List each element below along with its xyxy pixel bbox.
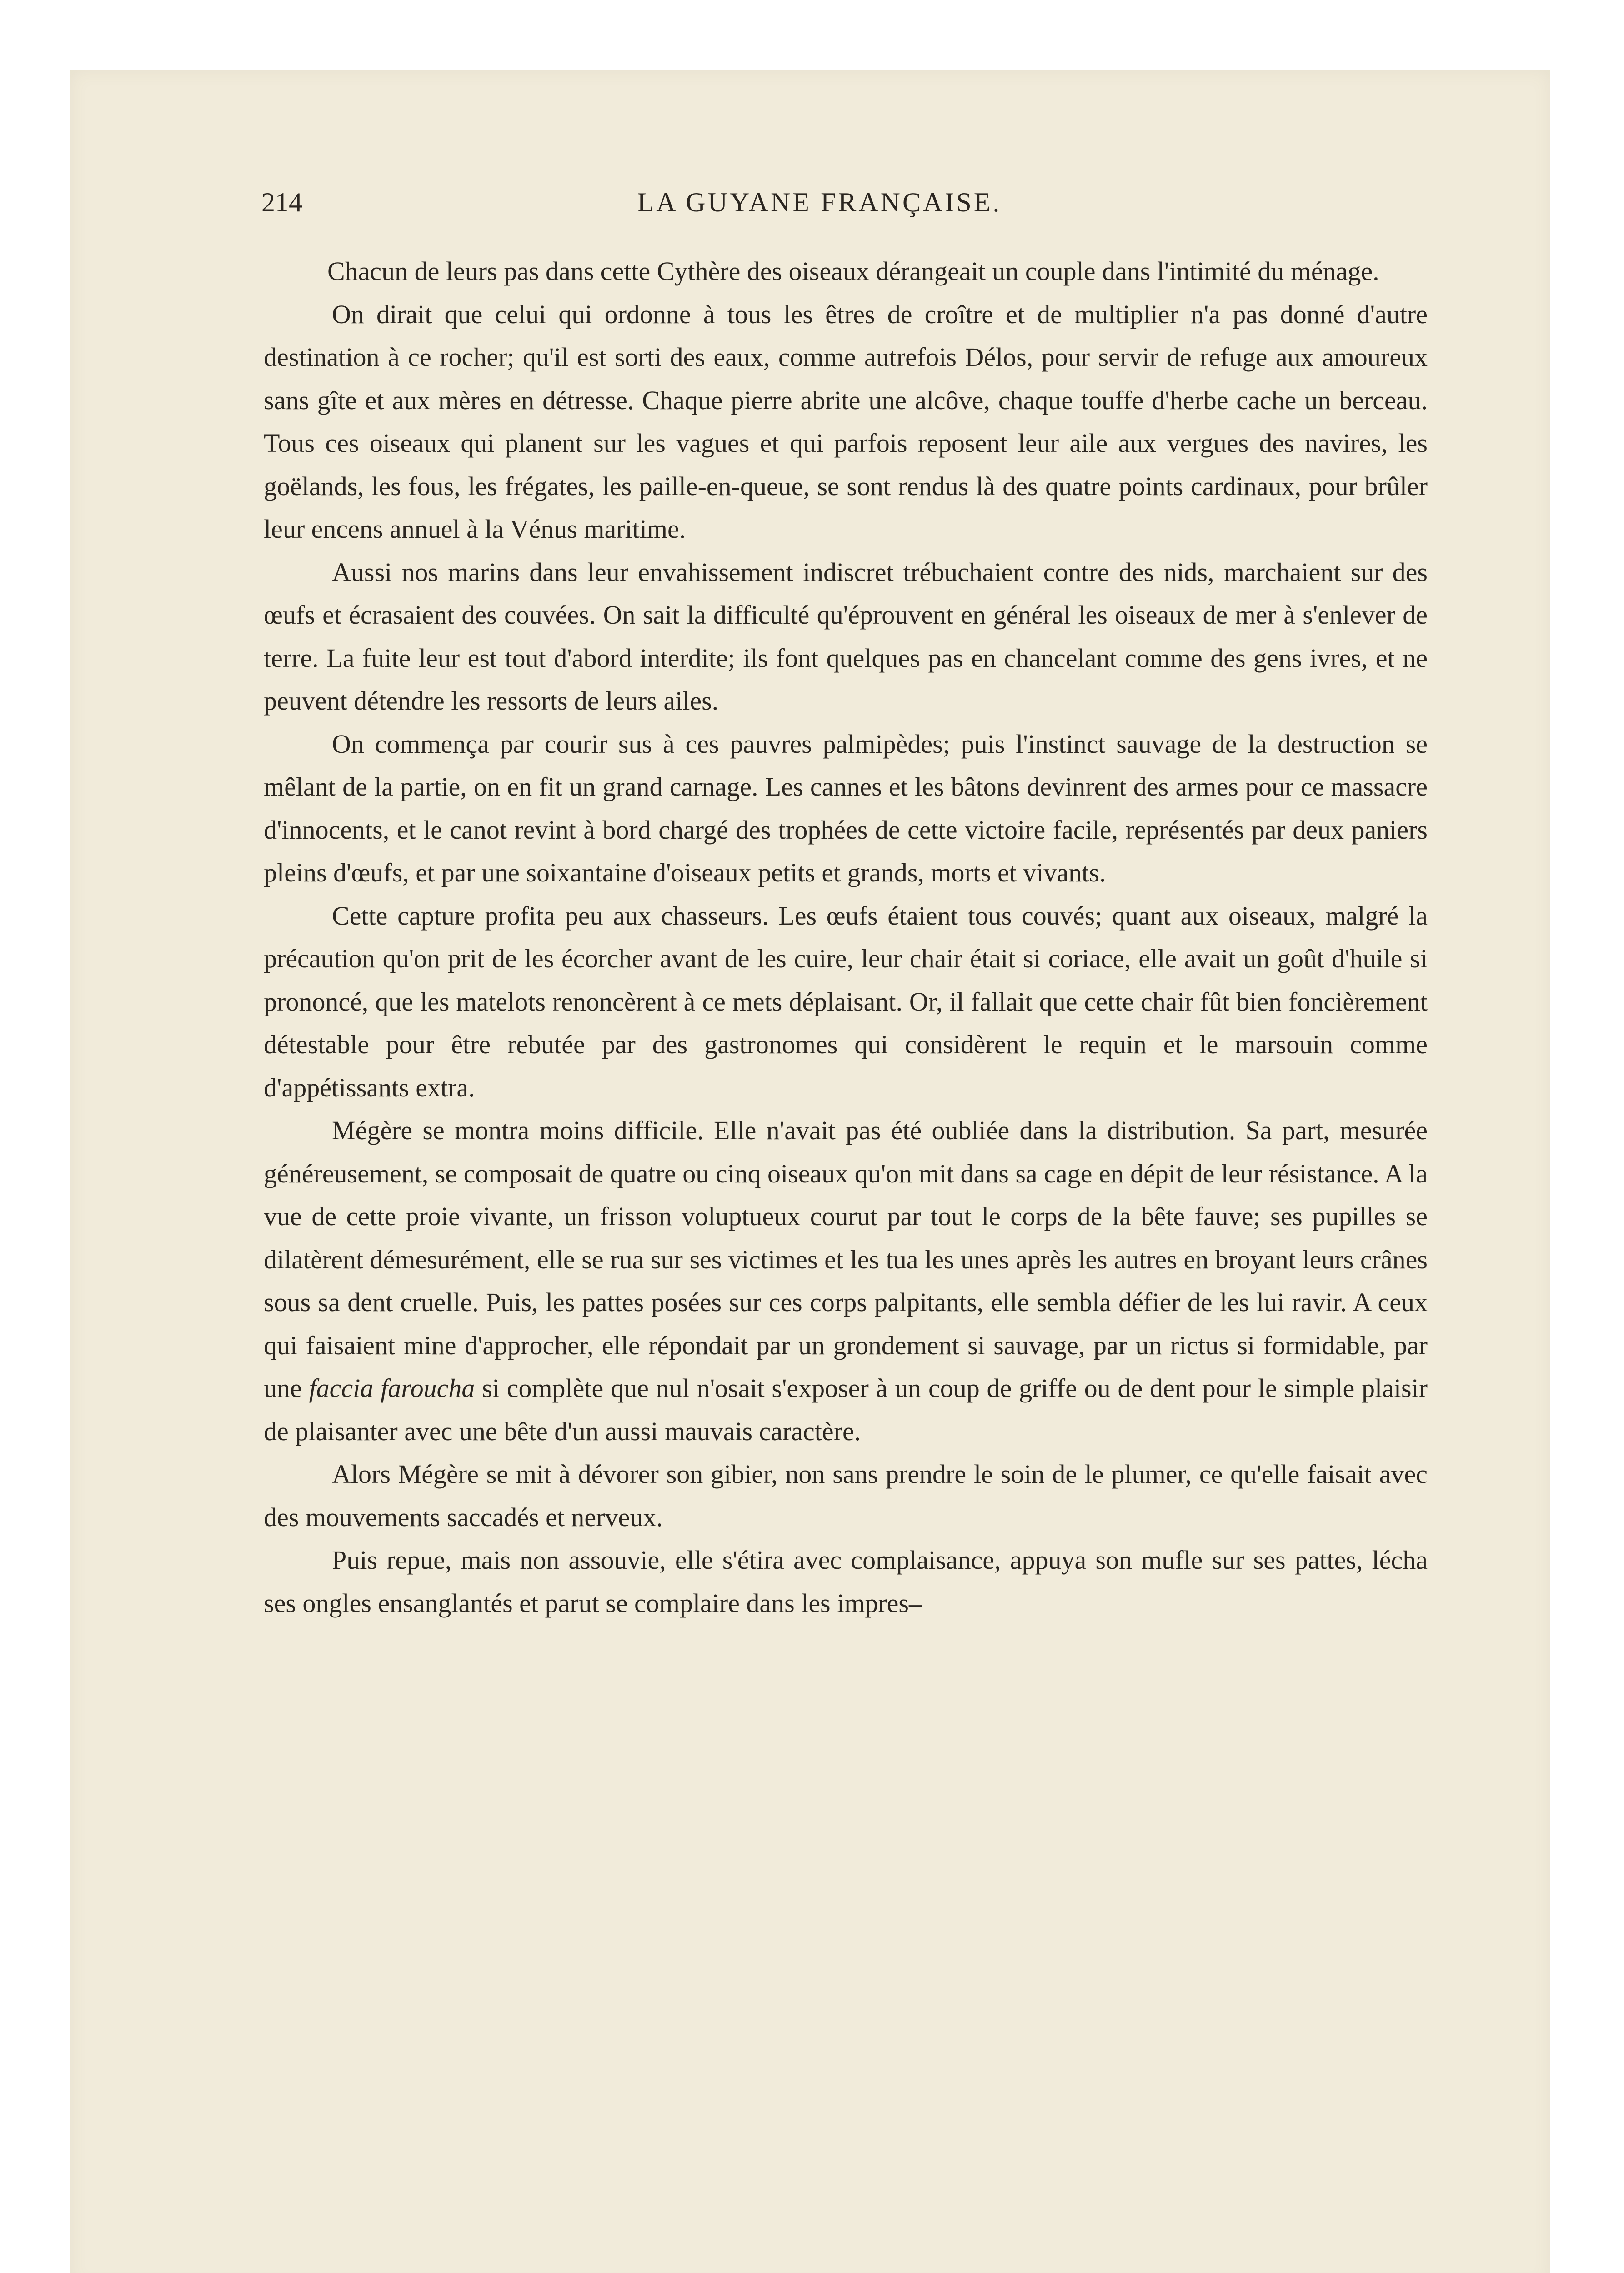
paragraph-8: Puis repue, mais non assouvie, elle s'étira avec complaisance, appuya son mufle sur ses pattes, lécha ses ongles ensanglantés et parut se complaire dans les impres– <box>264 1545 1428 1618</box>
paragraph-6-before: Mégère se montra moins difficile. Elle n'avait pas été oubliée dans la distribution. Sa part, mesurée généreusement, se composait de quatre ou cinq oiseaux qu'on mit dans sa cage en dépit de leur résistance. A la vue de cette proie vivante, un frisson voluptueux courut par tout le corps de la bête fauve; ses pupilles se dilatèrent démesurément, elle se rua sur ses victimes et les tua les unes après les autres en broyant leurs crânes sous sa dent cruelle. Puis, les pattes posées sur ces corps palpitants, elle sembla défier de les lui ravir. A ceux qui faisaient mine d'approcher, elle répondait par un grondement si sauvage, par un rictus si formidable, par une <box>264 1116 1428 1403</box>
paragraph-1: Chacun de leurs pas dans cette Cythère des oiseaux dérangeait un couple dans l'intimité du ménage. <box>327 256 1379 286</box>
paragraph-2: On dirait que celui qui ordonne à tous les êtres de croître et de multiplier n'a pas donné d'autre destination à ce rocher; qu'il est sorti des eaux, comme autrefois Délos, pour servir de refuge aux amoureux sans gîte et aux mères en détresse. Chaque pierre abrite une alcôve, chaque touffe d'herbe cache un berceau. Tous ces oiseaux qui planent sur les vagues et qui parfois reposent leur aile aux vergues des navires, les goëlands, les fous, les frégates, les paille-en-queue, se sont rendus là des quatre points cardinaux, pour brûler leur encens annuel à la Vénus maritime. <box>264 299 1428 544</box>
page-number: 214 <box>261 187 302 217</box>
body-text <box>264 250 1428 1625</box>
running-head <box>207 180 1432 225</box>
book-page <box>207 180 1432 2112</box>
paragraph-6-after: si complète que nul n'osait s'exposer à un coup de griffe ou de dent pour le simple plaisir de plaisanter avec une bête d'un aussi mauvais caractère. <box>264 1373 1428 1446</box>
paragraph-7: Alors Mégère se mit à dévorer son gibier, non sans prendre le soin de le plumer, ce qu'elle faisait avec des mouvements saccadés et nerveux. <box>264 1459 1428 1532</box>
paragraph-3: Aussi nos marins dans leur envahissement indiscret trébuchaient contre des nids, marchaient sur des œufs et écrasaient des couvées. On sait la difficulté qu'éprouvent en général les oiseaux de mer à s'enlever de terre. La fuite leur est tout d'abord interdite; ils font quelques pas en chancelant comme des gens ivres, et ne peuvent détendre les ressorts de leurs ailes. <box>264 557 1428 716</box>
running-title: LA GUYANE FRANÇAISE. <box>637 187 1002 217</box>
italic-phrase: faccia faroucha <box>309 1373 475 1403</box>
paragraph-6 <box>264 1109 1428 1453</box>
paragraph-4: On commença par courir sus à ces pauvres palmipèdes; puis l'instinct sauvage de la destruction se mêlant de la partie, on en fit un grand carnage. Les cannes et les bâtons devinrent des armes pour ce massacre d'innocents, et le canot revint à bord chargé des trophées de cette victoire facile, représentés par deux paniers pleins d'œufs, et par une soixantaine d'oiseaux petits et grands, morts et vivants. <box>264 729 1428 887</box>
paragraph-5: Cette capture profita peu aux chasseurs. Les œufs étaient tous couvés; quant aux oiseaux, malgré la précaution qu'on prit de les écorcher avant de les cuire, leur chair était si coriace, elle avait un goût d'huile si prononcé, que les matelots renoncèrent à ce mets déplaisant. Or, il fallait que cette chair fût bien foncièrement détestable pour être rebutée par des gastronomes qui considèrent le requin et le marsouin comme d'appétissants extra. <box>264 901 1428 1102</box>
